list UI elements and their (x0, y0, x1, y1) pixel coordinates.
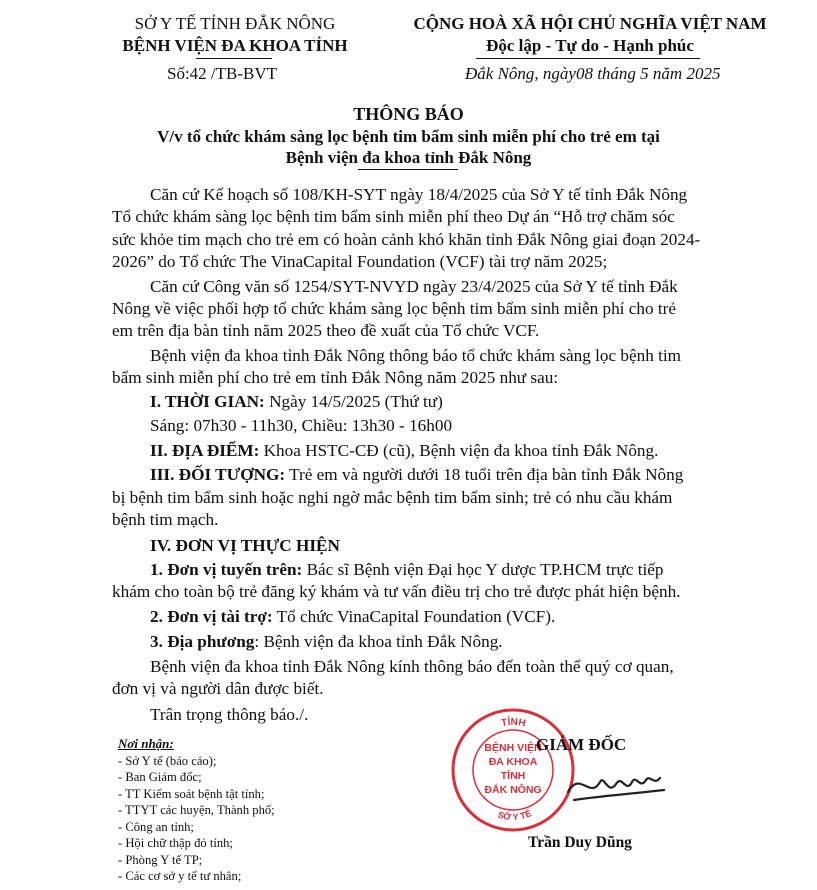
paragraph-3-line-2: bẩm sinh miễn phí cho trẻ em tỉnh Đắk Nông năm 2025 như sau: (112, 368, 559, 387)
handwritten-signature (560, 760, 670, 810)
section-units-3-label: 3. Địa phương (150, 632, 255, 651)
section-target-label: III. ĐỐI TƯỢNG: (150, 465, 286, 484)
section-target-line-3: bệnh tim mạch. (112, 510, 219, 529)
paragraph-1-line-3: sức khỏe tim mạch cho trẻ em có hoàn cảnh khó khăn tỉnh Đắk Nông giai đoạn 2024- (112, 230, 701, 249)
paragraph-2-line-3: em trên địa bàn tỉnh năm 2025 theo đề xuất của Tổ chức VCF. (112, 321, 540, 340)
document-subject-line1: V/v tổ chức khám sàng lọc bệnh tim bẩm sinh miễn phí cho trẻ em tại (157, 127, 660, 146)
paragraph-1-line-2: Tổ chức khám sàng lọc bệnh tim bẩm sinh miễn phí theo Dự án “Hỗ trợ chăm sóc (112, 207, 675, 226)
section-target (150, 464, 683, 487)
paragraph-3-line-1: Bệnh viện đa khoa tỉnh Đắk Nông thông báo tổ chức khám sàng lọc bệnh tim (150, 346, 682, 365)
section-units-3-text: : Bệnh viện đa khoa tỉnh Đắk Nông. (254, 632, 503, 651)
section-units-1-line-2: khám cho toàn bộ trẻ đăng ký khám và tư vấn điều trị cho trẻ được phát hiện bệnh. (112, 582, 681, 601)
paragraph-2-line-2: Nông về việc phối hợp tổ chức khám sàng lọc bệnh tim bẩm sinh miễn phí cho trẻ (112, 299, 676, 318)
section-units-2 (150, 606, 555, 629)
section-location (150, 440, 658, 463)
document-date: Đắk Nông, ngày08 tháng 5 năm 2025 (465, 64, 721, 83)
document-title: THÔNG BÁO (353, 104, 464, 124)
section-location-label: II. ĐỊA ĐIỂM: (150, 441, 260, 460)
paragraph-1-line-1: Căn cứ Kế hoạch số 108/KH-SYT ngày 18/4/2025 của Sở Y tế tỉnh Đắk Nông (150, 185, 688, 204)
stamp-ring-bottom: SỞ Y TẾ (496, 808, 533, 823)
recipient-item: - Phòng Y tế TP; (118, 852, 203, 867)
header-motto: Độc lập - Tự do - Hạnh phúc (486, 36, 694, 55)
section-units-heading: IV. ĐƠN VỊ THỰC HIỆN (150, 536, 340, 555)
section-units-3 (150, 631, 503, 654)
recipient-item: - Các cơ sở y tế tư nhân; (118, 869, 242, 883)
header-motto-underline (476, 58, 700, 59)
header-hospital-underline (196, 58, 272, 59)
section-units-1-text: Bác sĩ Bệnh viện Đại học Y dược TP.HCM trực tiếp (302, 560, 664, 579)
section-units-1-label: 1. Đơn vị tuyến trên: (150, 560, 303, 579)
stamp-line-4: ĐẮK NÔNG (484, 784, 542, 796)
header-hospital: BỆNH VIỆN ĐA KHOA TỈNH (122, 36, 348, 55)
stamp-line-2: ĐA KHOA (488, 756, 538, 768)
recipient-item: - Ban Giám đốc; (118, 770, 202, 784)
paragraph-2-line-1: Căn cứ Công văn số 1254/SYT-NVYD ngày 23/4/2025 của Sở Y tế tỉnh Đắk (150, 277, 678, 296)
paragraph-1-line-4: 2026” do Tổ chức The VinaCapital Foundation (VCF) tài trợ năm 2025; (112, 252, 608, 271)
recipients-label: Nơi nhận: (118, 736, 174, 751)
section-target-line-2: bị bệnh tim bẩm sinh hoặc nghi ngờ mắc bệnh tim bẩm sinh; trẻ có nhu cầu khám (112, 488, 673, 507)
recipient-item: - Hội chữ thập đỏ tỉnh; (118, 836, 233, 850)
section-time-label: I. THỜI GIAN: (150, 392, 265, 411)
document-number: Số:42 /TB-BVT (167, 64, 278, 83)
closing-line-3: Trân trọng thông báo./. (150, 705, 309, 724)
recipient-item: - TT Kiểm soát bệnh tật tỉnh; (118, 786, 265, 801)
stamp-line-1: BỆNH VIỆN (484, 742, 542, 754)
recipients-list (118, 736, 275, 885)
recipient-item: - Sở Y tế (báo cáo); (118, 753, 217, 768)
section-units-1 (150, 559, 664, 582)
closing-line-2: đơn vị và người dân được biết. (112, 679, 324, 698)
section-units-2-text: Tổ chức VinaCapital Foundation (VCF). (272, 607, 556, 626)
signatory-title: GIÁM ĐỐC (536, 735, 627, 754)
section-time-hours: Sáng: 07h30 - 11h30, Chiều: 13h30 - 16h00 (150, 416, 453, 435)
section-time (150, 391, 443, 414)
recipient-item: - TTYT các huyện, Thành phố; (118, 803, 275, 817)
signatory-name: Trần Duy Dũng (528, 834, 632, 851)
recipient-item: - Công an tỉnh; (118, 819, 194, 834)
section-location-text: Khoa HSTC-CĐ (cũ), Bệnh viện đa khoa tỉnh Đắk Nông. (259, 441, 659, 460)
stamp-ring-top: TỈNH (500, 716, 527, 730)
official-stamp (448, 705, 578, 835)
closing-line-1: Bệnh viện đa khoa tỉnh Đắk Nông kính thông báo đến toàn thể quý cơ quan, (150, 657, 674, 676)
section-target-text: Trẻ em và người dưới 18 tuổi trên địa bàn tỉnh Đắk Nông (285, 465, 684, 484)
subject-underline (358, 169, 458, 170)
header-agency: SỞ Y TẾ TỈNH ĐẮK NÔNG (134, 14, 336, 33)
document-subject-line2: Bệnh viện đa khoa tỉnh Đắk Nông (285, 148, 532, 167)
header-country: CỘNG HOÀ XÃ HỘI CHỦ NGHĨA VIỆT NAM (413, 14, 767, 33)
section-units-2-label: 2. Đơn vị tài trợ: (150, 607, 273, 626)
section-time-text: Ngày 14/5/2025 (Thứ tư) (264, 392, 443, 411)
stamp-line-3: TỈNH (500, 770, 526, 782)
